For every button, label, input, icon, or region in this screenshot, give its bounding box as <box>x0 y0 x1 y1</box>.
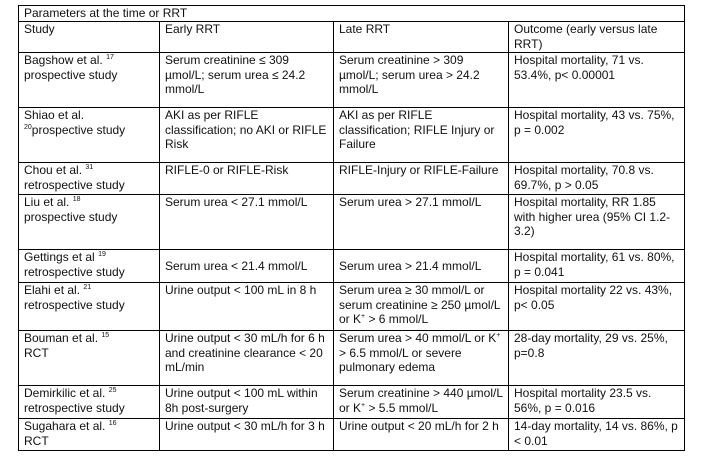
reference-number: 21 <box>83 284 92 291</box>
study-design: retrospective study <box>24 297 125 312</box>
outcome-cell: Hospital mortality, 70.8 vs. 69.7%, p > 0.05 <box>509 163 685 195</box>
outcome-cell: Hospital mortality, 61 vs. 80%, p = 0.041 <box>509 250 685 283</box>
study-cell <box>19 108 160 163</box>
study-design: prospective study <box>31 122 126 137</box>
outcome-cell: 14-day mortality, 14 vs. 86%, p < 0.01 <box>509 419 685 451</box>
study-author: Bouman et al. <box>24 331 99 345</box>
outcome-cell: Hospital mortality 22 vs. 43%, p< 0.05 <box>509 283 685 331</box>
header-outcome <box>509 22 685 53</box>
early-rrt-cell: Urine output < 100 mL within 8h post-surgery <box>160 386 334 419</box>
study-design: RCT <box>24 345 49 360</box>
table-row <box>19 108 685 163</box>
late-rrt-text: Serum urea ≥ 30 mmol/L or serum creatinine ≥ 250 µmol/L or K <box>339 283 501 326</box>
header-early-rrt: Early RRT <box>160 22 334 53</box>
early-rrt-cell <box>160 250 334 283</box>
header-late-rrt: Late RRT <box>334 22 509 53</box>
study-cell <box>19 53 160 108</box>
study-cell <box>19 250 160 283</box>
early-rrt-cell: AKI as per RIFLE classification; no AKI or RIFLE Risk <box>160 108 334 163</box>
study-cell <box>19 419 160 451</box>
early-rrt-cell: Serum creatinine ≤ 309 µmol/L; serum urea ≤ 24.2 mmol/L <box>160 53 334 108</box>
reference-number: 31 <box>85 164 94 171</box>
superscript-plus: + <box>496 332 501 339</box>
late-rrt-text-end: > 5.5 mmol/L <box>365 400 439 415</box>
study-author: Gettings et al <box>24 250 95 264</box>
study-cell <box>19 283 160 331</box>
late-rrt-cell: Serum creatinine > 309 µmol/L; serum urea > 24.2 mmol/L <box>334 53 509 108</box>
header-row <box>19 22 685 53</box>
table-row <box>19 331 685 386</box>
late-rrt-text-end: > 6.5 mmol/L or severe pulmonary edema <box>339 345 462 374</box>
study-cell <box>19 331 160 386</box>
late-rrt-cell: RIFLE-Injury or RIFLE-Failure <box>334 163 509 195</box>
reference-number: 18 <box>72 196 81 203</box>
reference-number: 25 <box>108 387 117 394</box>
study-author: Bagshow et al. <box>24 53 103 67</box>
late-rrt-text-end: > 6 mmol/L <box>365 312 429 326</box>
early-rrt-text: Serum urea < 21.4 mmol/L <box>165 258 308 273</box>
outcome-cell: Hospital mortality, RR 1.85 with higher urea (95% CI 1.2-3.2) <box>509 195 685 250</box>
study-design: retrospective study <box>24 400 125 415</box>
early-rrt-cell: Urine output < 100 mL in 8 h <box>160 283 334 331</box>
reference-number: 15 <box>101 332 110 339</box>
late-rrt-cell: Urine output < 20 mL/h for 2 h <box>334 419 509 451</box>
study-cell <box>19 386 160 419</box>
outcome-cell: Hospital mortality 23.5 vs. 56%, p = 0.016 <box>509 386 685 419</box>
study-cell <box>19 163 160 195</box>
late-rrt-cell <box>334 331 509 386</box>
study-design: retrospective study <box>24 264 125 279</box>
late-rrt-cell: Serum urea > 27.1 mmol/L <box>334 195 509 250</box>
late-rrt-text: Serum urea > 40 mmol/L or K <box>339 331 497 345</box>
late-rrt-text: Serum creatinine > 440 µmol/L or K <box>339 386 503 415</box>
header-study: Study <box>19 22 160 53</box>
early-rrt-cell: Serum urea < 27.1 mmol/L <box>160 195 334 250</box>
table-row <box>19 419 685 451</box>
outcome-cell: Hospital mortality, 71 vs. 53.4%, p< 0.00001 <box>509 53 685 108</box>
reference-number: 16 <box>108 420 117 427</box>
study-author: Elahi et al. <box>24 283 81 297</box>
late-rrt-cell <box>334 386 509 419</box>
study-author: Shiao et al. <box>24 108 85 122</box>
superscript-plus: + <box>361 313 366 320</box>
superscript-plus: + <box>361 401 366 409</box>
table-caption: Parameters at the time or RRT <box>19 6 685 22</box>
study-author: Sugahara et al. <box>24 419 106 433</box>
reference-number: 17 <box>106 54 114 61</box>
reference-number: 20 <box>24 123 32 131</box>
study-design: retrospective study <box>24 177 125 192</box>
study-cell <box>19 195 160 250</box>
table-caption-row <box>19 6 685 22</box>
header-outcome-text: Outcome (early versus late RRT) <box>514 22 658 51</box>
table-row <box>19 163 685 195</box>
late-rrt-text: Serum urea > 21.4 mmol/L <box>339 258 482 273</box>
early-rrt-cell: Urine output < 30 mL/h for 6 h and creatinine clearance < 20 mL/min <box>160 331 334 386</box>
outcome-cell: 28-day mortality, 29 vs. 25%, p=0.8 <box>509 331 685 386</box>
study-design: prospective study <box>24 67 118 82</box>
study-design: RCT <box>24 433 49 448</box>
reference-number: 19 <box>98 251 106 258</box>
table-row <box>19 283 685 331</box>
study-design: prospective study <box>24 209 118 224</box>
table-row <box>19 386 685 419</box>
study-author: Liu et al. <box>24 195 70 209</box>
table-row <box>19 195 685 250</box>
outcome-cell: Hospital mortality, 43 vs. 75%, p = 0.002 <box>509 108 685 163</box>
rrt-parameters-table <box>18 5 685 451</box>
late-rrt-cell <box>334 283 509 331</box>
table-row <box>19 53 685 108</box>
study-author: Chou et al. <box>24 163 83 177</box>
early-rrt-cell: RIFLE-0 or RIFLE-Risk <box>160 163 334 195</box>
late-rrt-cell: AKI as per RIFLE classification; RIFLE Injury or Failure <box>334 108 509 163</box>
table-row <box>19 250 685 283</box>
early-rrt-cell: Urine output < 30 mL/h for 3 h <box>160 419 334 451</box>
late-rrt-cell <box>334 250 509 283</box>
study-author: Demirkilic et al. <box>24 386 106 400</box>
